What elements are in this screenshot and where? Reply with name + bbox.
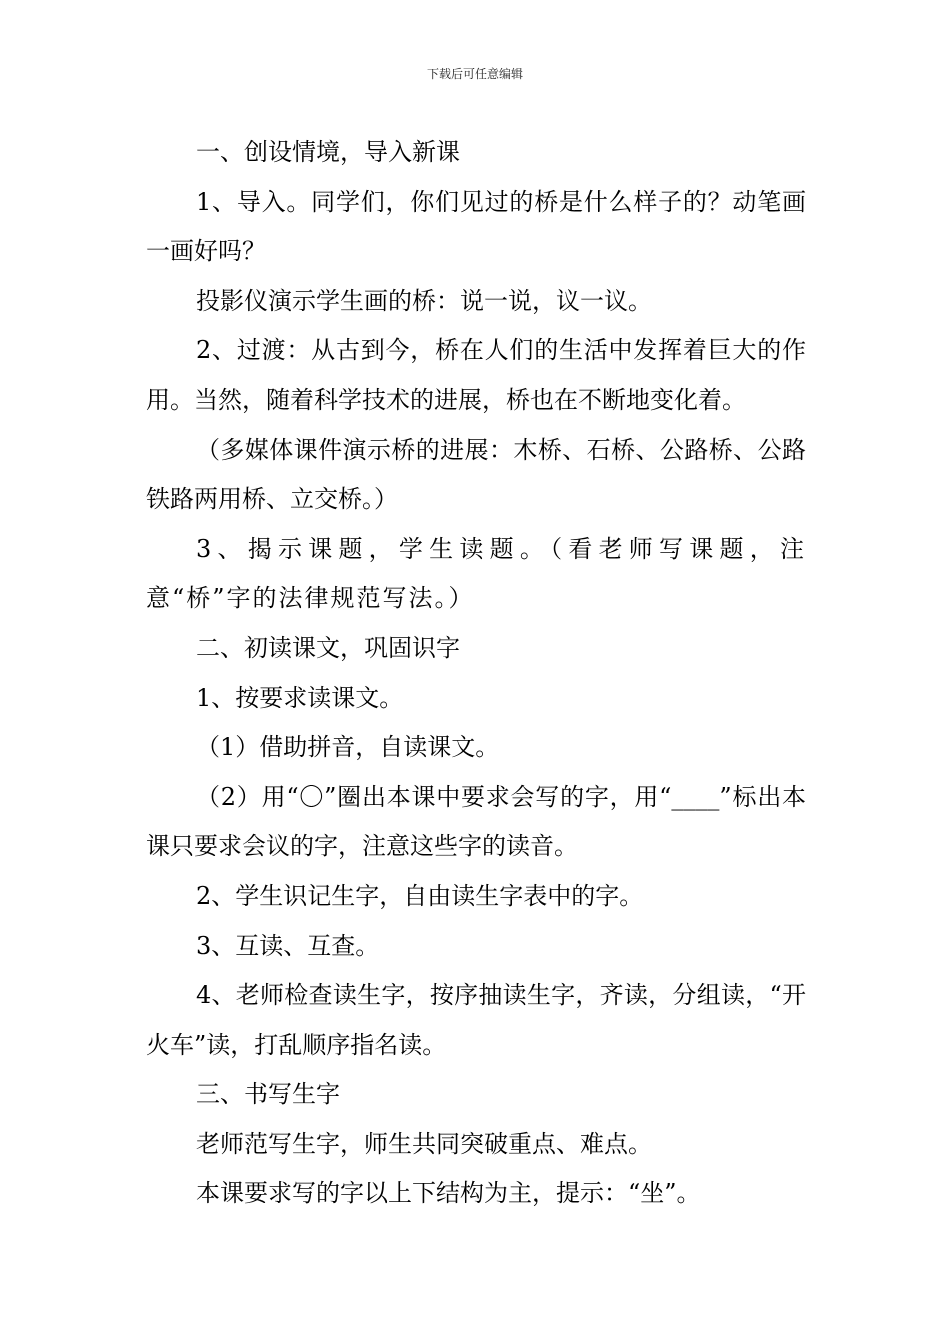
paragraph-intro: 1、导入。同学们，你们见过的桥是什么样子的？动笔画一画好吗？ (146, 187, 806, 266)
paragraph-teacher-check: 4、老师检查读生字，按序抽读生字，齐读，分组读，“开火车”读，打乱顺序指名读。 (146, 981, 806, 1059)
section-heading-2: 二、初读课文，巩固识字 (196, 633, 460, 662)
paragraph-pinyin: （1）借助拼音，自读课文。 (196, 733, 500, 762)
paragraph-transition: 2、过渡：从古到今，桥在人们的生活中发挥着巨大的作用。当然，随着科学技术的进展，桥也在不断地变化着。 (146, 336, 806, 414)
paragraph-recognize: 2、学生识记生字，自由读生字表中的字。 (196, 881, 644, 910)
paragraph-read-text: 1、按要求读课文。 (196, 683, 404, 712)
paragraph-mutual-check: 3、互读、互查。 (196, 931, 380, 960)
document-body (146, 128, 806, 1219)
paragraph-multimedia: （多媒体课件演示桥的进展：木桥、石桥、公路桥、公路铁路两用桥、立交桥。） (146, 435, 806, 514)
paragraph-circle-words: （2）用“〇”圈出本课中要求会写的字，用“____”标出本课只要求会议的字，注意这些字的读音。 (146, 782, 806, 861)
paragraph-reveal-title: 3、揭示课题，学生读题。（看老师写课题，注意“桥”字的法律规范写法。） (146, 534, 806, 613)
page-header: 下载后可任意编辑 (426, 67, 523, 81)
paragraph-structure: 本课要求写的字以上下结构为主，提示：“坐”。 (196, 1179, 701, 1208)
paragraph-projector: 投影仪演示学生画的桥：说一说，议一议。 (196, 286, 652, 315)
section-heading-1: 一、创设情境，导入新课 (196, 138, 460, 166)
section-heading-3: 三、书写生字 (196, 1080, 340, 1109)
paragraph-demo-writing: 老师范写生字，师生共同突破重点、难点。 (196, 1129, 652, 1158)
